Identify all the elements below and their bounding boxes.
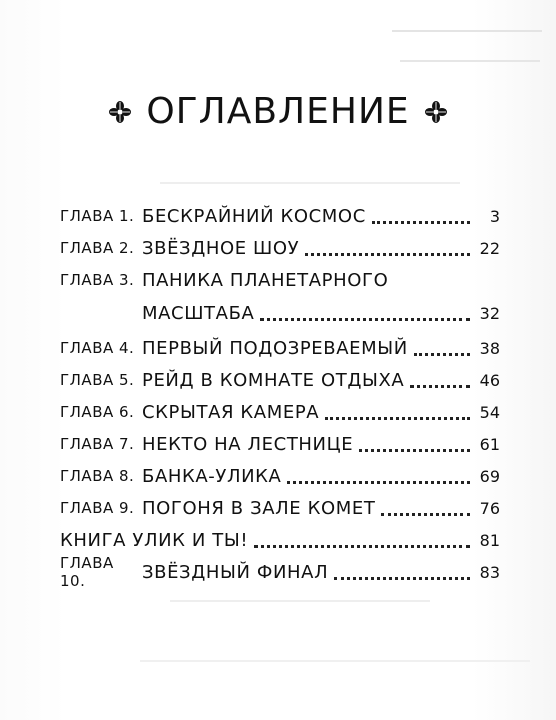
chapter-title: ЗВЁЗДНОЕ ШОУ (142, 237, 300, 259)
page-number: 54 (479, 402, 500, 422)
dot-leader (381, 513, 470, 516)
chapter-label: ГЛАВА 1. (60, 207, 135, 225)
page-number: 38 (479, 338, 500, 358)
chapter-label: ГЛАВА 7. (60, 435, 135, 453)
page-number: 69 (479, 466, 500, 486)
toc-entry (60, 428, 500, 460)
toc-entry (60, 396, 500, 428)
chapter-title-continued: МАСШТАБА (142, 302, 255, 324)
dot-leader (325, 417, 470, 420)
chapter-title: КНИГА УЛИК И ТЫ! (60, 529, 249, 551)
flower-ornament-icon (108, 100, 132, 124)
chapter-label: ГЛАВА 4. (60, 339, 135, 357)
bleed-through-decoration (160, 182, 460, 194)
chapter-title: ПЕРВЫЙ ПОДОЗРЕВАЕМЫЙ (142, 337, 408, 359)
page-number: 76 (479, 498, 500, 518)
chapter-title: БАНКА-УЛИКА (142, 465, 282, 487)
chapter-title: РЕЙД В КОМНАТЕ ОТДЫХА (142, 369, 405, 391)
toc-entry (60, 460, 500, 492)
toc-entry (60, 200, 500, 232)
chapter-label: ГЛАВА 2. (60, 239, 135, 257)
page-number: 61 (479, 434, 500, 454)
bleed-through-decoration (140, 660, 530, 672)
chapter-title: ПАНИКА ПЛАНЕТАРНОГО (142, 269, 389, 291)
toc-entry (60, 492, 500, 524)
chapter-title-block (142, 264, 500, 330)
chapter-title: ПОГОНЯ В ЗАЛЕ КОМЕТ (142, 497, 376, 519)
toc-entry (60, 332, 500, 364)
page-number: 81 (479, 530, 500, 550)
chapter-label: ГЛАВА 5. (60, 371, 135, 389)
chapter-label: ГЛАВА 9. (60, 499, 135, 517)
table-of-contents (60, 200, 500, 588)
chapter-title: ЗВЁЗДНЫЙ ФИНАЛ (142, 561, 329, 583)
dot-leader (254, 545, 470, 548)
dot-leader (414, 353, 470, 356)
toc-entry (60, 364, 500, 396)
flower-ornament-icon (424, 100, 448, 124)
chapter-title: НЕКТО НА ЛЕСТНИЦЕ (142, 433, 354, 455)
chapter-title: СКРЫТАЯ КАМЕРА (142, 401, 320, 423)
dot-leader (334, 577, 470, 580)
toc-entry (60, 556, 500, 588)
page-number: 3 (489, 206, 500, 226)
chapter-label: ГЛАВА 3. (60, 271, 135, 289)
page-title: ОГЛАВЛЕНИЕ (146, 91, 410, 132)
dot-leader (410, 385, 470, 388)
page-number: 83 (479, 562, 500, 582)
dot-leader (305, 253, 470, 256)
toc-entry (60, 232, 500, 264)
page-number: 22 (479, 238, 500, 258)
toc-entry (60, 524, 500, 556)
dot-leader (287, 481, 470, 484)
bleed-through-decoration (392, 30, 542, 46)
page-number: 46 (479, 370, 500, 390)
page-number: 32 (479, 303, 500, 323)
chapter-label: ГЛАВА 8. (60, 467, 135, 485)
toc-entry (60, 264, 500, 332)
chapter-label: ГЛАВА 10. (60, 554, 114, 590)
dot-leader (372, 221, 470, 224)
toc-heading-row (0, 88, 556, 136)
dot-leader (260, 318, 470, 321)
dot-leader (359, 449, 470, 452)
chapter-label: ГЛАВА 6. (60, 403, 135, 421)
bleed-through-decoration (400, 60, 540, 72)
bleed-through-decoration (170, 600, 430, 612)
chapter-title: БЕСКРАЙНИЙ КОСМОС (142, 205, 366, 227)
